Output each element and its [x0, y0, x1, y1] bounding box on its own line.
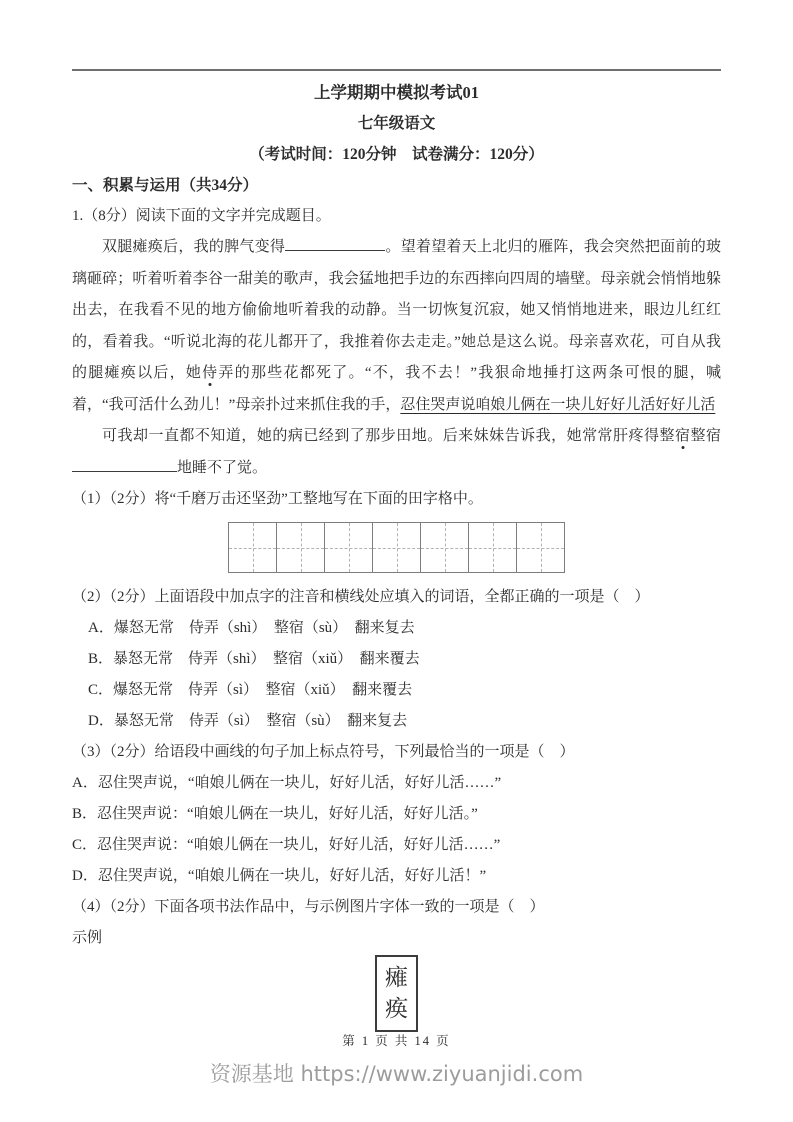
passage-text: 整宿 [690, 428, 721, 444]
fill-in-blank-2 [72, 459, 177, 472]
emphasized-char-su: 宿 [675, 428, 691, 444]
tianzige-cell [228, 522, 277, 573]
passage-paragraph-1 [72, 232, 721, 421]
sub2-option-b: B．暴怒无常 侍弄（shì） 整宿（xiǔ） 翻来覆去 [88, 651, 420, 667]
sub2-option-a: A．爆怒无常 侍弄（shì） 整宿（sù） 翻来复去 [88, 620, 415, 636]
emphasized-char-shi: 侍 [202, 365, 219, 381]
tianzige-cell [516, 522, 565, 573]
tianzige-cell [372, 522, 421, 573]
calligraphy-example-box [375, 955, 418, 1032]
tianzige-writing-grid [72, 522, 721, 573]
passage-text: 双腿瘫痪后，我的脾气变得 [102, 239, 286, 255]
passage-text: 可我却一直都不知道，她的病已经到了那步田地。后来妹妹告诉我，她常常肝疼得整 [102, 428, 675, 444]
exam-title: 上学期期中模拟考试01 [314, 83, 479, 102]
tianzige-cell [324, 522, 373, 573]
sub3-option-c: C．忍住哭声说：“咱娘儿俩在一块儿，好好儿活，好好儿活……” [72, 837, 501, 853]
calligraphy-char-2: 痪 [385, 996, 408, 1021]
sub-question-2-stem: （2）（2分）上面语段中加点字的注音和横线处应填入的词语，全都正确的一项是（ ） [72, 589, 650, 605]
question-1-stem: 1.（8分）阅读下面的文字并完成题目。 [72, 208, 331, 224]
passage-text: 弄的那些花都死了。“不，我不去！”我狠命地捶打这两条可恨的腿，喊着，“我可活什么劲儿！”母亲扑过来抓住我的手， [72, 365, 721, 413]
exam-subject: 七年级语文 [357, 115, 436, 132]
sub2-option-d: D．暴怒无常 侍弄（sì） 整宿（sù） 翻来复去 [88, 713, 408, 729]
sub-question-1-stem: （1）（2分）将“千磨万击还坚劲”工整地写在下面的田字格中。 [72, 491, 483, 507]
page-number: 第 1 页 共 14 页 [342, 1034, 451, 1048]
sub3-option-b: B．忍住哭声说：“咱娘儿俩在一块儿，好好儿活，好好儿活。” [72, 806, 478, 822]
passage-text: 。望着望着天上北归的雁阵，我会突然把面前的玻璃砸碎；听着听着李谷一甜美的歌声，我会猛地把手边的东西摔向四周的墙壁。母亲就会悄悄地躲出去，在我看不见的地方偷偷地听着我的动静。当一切恢复沉寂，她又悄悄地进来，眼边儿红红的，看着我。“听说北海的花儿都开了，我推着你去走走。”她总是这么说。母亲喜欢花，可自从我的腿瘫痪以后，她 [72, 239, 721, 381]
header-rule [72, 69, 721, 71]
underlined-sentence: 忍住哭声说咱娘儿俩在一块儿好好儿活好好儿活 [400, 396, 716, 413]
example-label: 示例 [72, 930, 103, 946]
passage-paragraph-2 [72, 421, 721, 484]
sub2-option-c: C．爆怒无常 侍弄（sì） 整宿（xiǔ） 翻来覆去 [88, 682, 413, 698]
exam-time-score-info: （考试时间：120分钟 试卷满分：120分） [249, 146, 544, 163]
calligraphy-char-1: 瘫 [385, 965, 408, 990]
sub-question-4-stem: （4）（2分）下面各项书法作品中，与示例图片字体一致的一项是（ ） [72, 899, 545, 915]
sub-question-3-stem: （3）（2分）给语段中画线的句子加上标点符号，下列最恰当的一项是（ ） [72, 744, 575, 760]
sub3-option-d: D．忍住哭声说，“咱娘儿俩在一块儿，好好儿活，好好儿活！” [72, 868, 487, 884]
passage-text: 地睡不了觉。 [177, 459, 268, 476]
tianzige-cell [468, 522, 517, 573]
section-1-heading: 一、积累与运用（共34分） [72, 177, 259, 194]
page-content [0, 78, 793, 1032]
tianzige-cell [276, 522, 325, 573]
fill-in-blank-1 [285, 238, 385, 251]
sub3-option-a: A．忍住哭声说，“咱娘儿俩在一块儿，好好儿活，好好儿活……” [72, 775, 502, 791]
tianzige-cell [420, 522, 469, 573]
watermark-text: 资源基地 https://www.ziyuanjidi.com [209, 1062, 584, 1086]
